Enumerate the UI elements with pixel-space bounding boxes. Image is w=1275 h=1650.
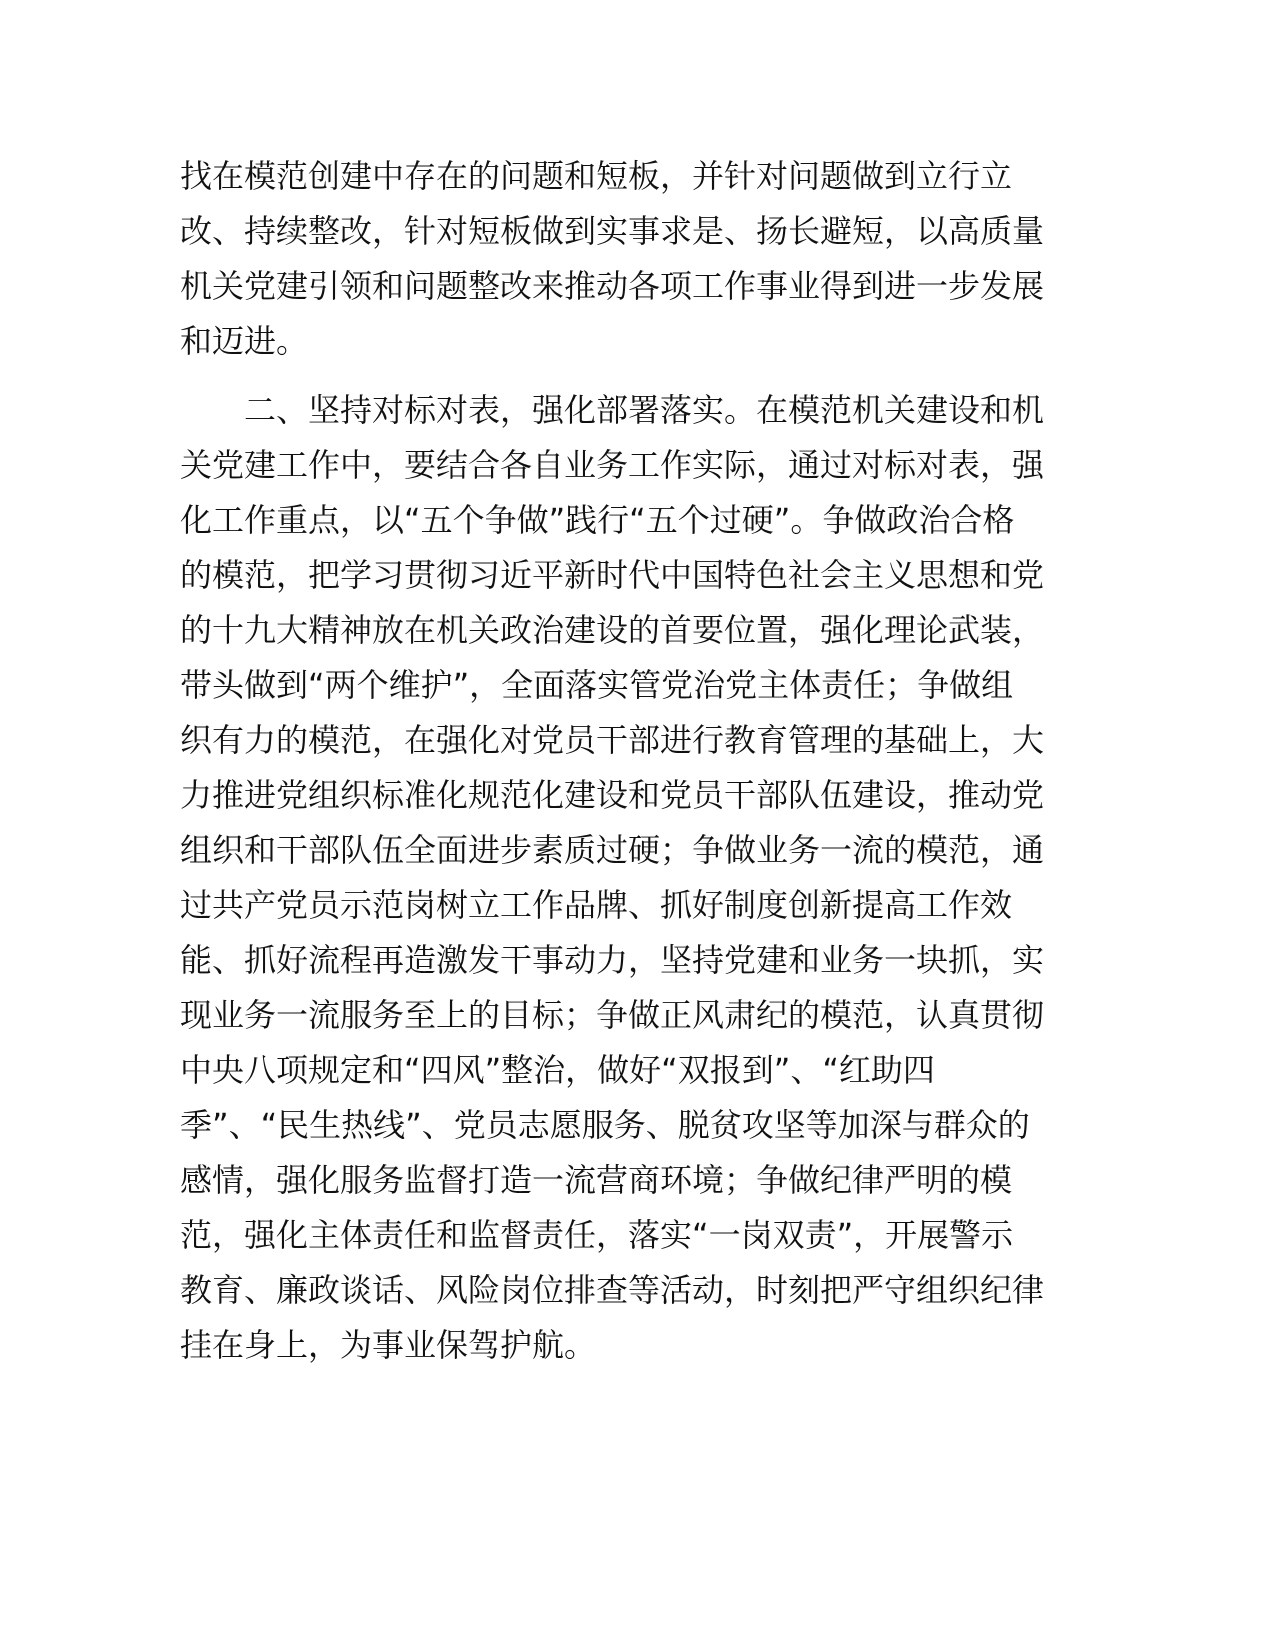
text-line: 现业务一流服务至上的目标；争做正风肃纪的模范，认真贯彻 bbox=[180, 996, 1045, 1034]
paragraph-1 bbox=[180, 149, 1045, 369]
document-body bbox=[180, 149, 1045, 1373]
text-line: 能、抓好流程再造激发干事动力，坚持党建和业务一块抓，实 bbox=[180, 941, 1045, 979]
text-line: 教育、廉政谈话、风险岗位排查等活动，时刻把严守组织纪律 bbox=[180, 1271, 1045, 1309]
text-line: 力推进党组织标准化规范化建设和党员干部队伍建设，推动党 bbox=[180, 776, 1045, 814]
text-line: 改、持续整改，针对短板做到实事求是、扬长避短，以高质量 bbox=[180, 212, 1045, 250]
text-line: 二、坚持对标对表，强化部署落实。在模范机关建设和机 bbox=[244, 391, 1045, 429]
text-line: 织有力的模范，在强化对党员干部进行教育管理的基础上，大 bbox=[180, 721, 1045, 759]
text-line: 的模范，把学习贯彻习近平新时代中国特色社会主义思想和党 bbox=[180, 556, 1045, 594]
text-line: 化工作重点，以“五个争做”践行“五个过硬”。争做政治合格 bbox=[180, 501, 1015, 539]
paragraph-2 bbox=[180, 383, 1045, 1373]
text-line: 和迈进。 bbox=[180, 322, 309, 360]
paragraph-spacer bbox=[180, 369, 1040, 383]
text-line: 范，强化主体责任和监督责任，落实“一岗双责”，开展警示 bbox=[180, 1216, 1014, 1254]
text-line: 找在模范创建中存在的问题和短板，并针对问题做到立行立 bbox=[180, 157, 1013, 195]
text-line: 关党建工作中，要结合各自业务工作实际，通过对标对表，强 bbox=[180, 446, 1045, 484]
text-line: 组织和干部队伍全面进步素质过硬；争做业务一流的模范，通 bbox=[180, 831, 1045, 869]
text-line: 感情，强化服务监督打造一流营商环境；争做纪律严明的模 bbox=[180, 1161, 1013, 1199]
text-line: 中央八项规定和“四风”整治，做好“双报到”、“红助四 bbox=[180, 1051, 935, 1089]
text-line: 带头做到“两个维护”，全面落实管党治党主体责任；争做组 bbox=[180, 666, 1014, 704]
text-line: 挂在身上，为事业保驾护航。 bbox=[180, 1326, 597, 1364]
text-line: 机关党建引领和问题整改来推动各项工作事业得到进一步发展 bbox=[180, 267, 1045, 305]
text-line: 的十九大精神放在机关政治建设的首要位置，强化理论武装， bbox=[180, 611, 1045, 649]
text-line: 季”、“民生热线”、党员志愿服务、脱贫攻坚等加深与群众的 bbox=[180, 1106, 1030, 1144]
text-line: 过共产党员示范岗树立工作品牌、抓好制度创新提高工作效 bbox=[180, 886, 1013, 924]
